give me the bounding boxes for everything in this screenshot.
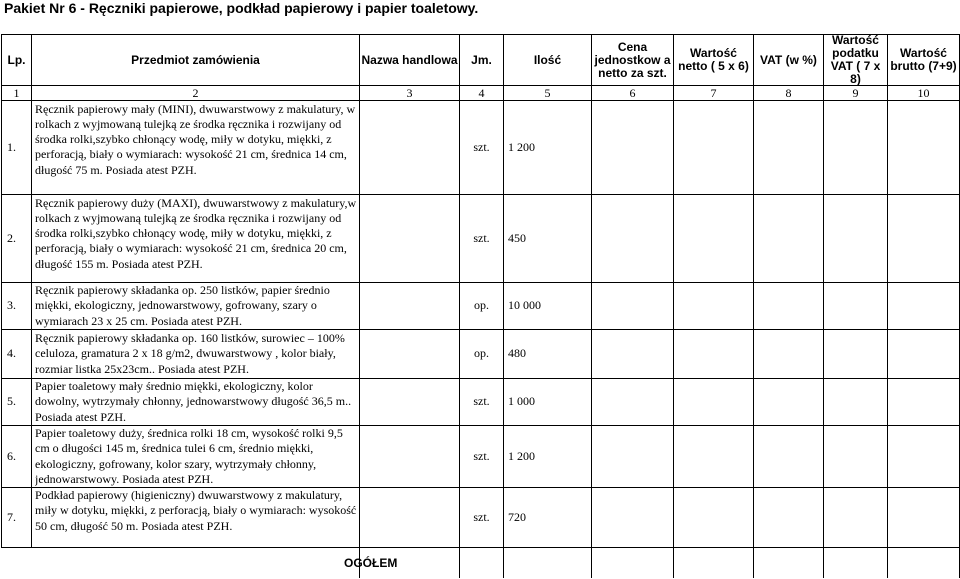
row-vat-value-cell[interactable] bbox=[824, 101, 888, 195]
row-vat-cell[interactable] bbox=[754, 379, 824, 426]
row-vat-cell[interactable] bbox=[754, 195, 824, 283]
row-trade-name-cell[interactable] bbox=[360, 283, 460, 330]
row-vat-cell[interactable] bbox=[754, 101, 824, 195]
total-row bbox=[2, 548, 960, 579]
table-row bbox=[2, 330, 960, 379]
total-net-value-cell[interactable] bbox=[674, 548, 754, 579]
column-number-row bbox=[2, 86, 960, 101]
row-vat-value-cell[interactable] bbox=[824, 283, 888, 330]
row-gross-value-cell[interactable] bbox=[888, 101, 960, 195]
row-description: Podkład papierowy (higieniczny) dwuwarstwowy z makulatury, miły w dotyku, miękki, z perforacją, biały o wymiarach: wysokość 50 cm, długość 50 m. Posiada atest PZH. bbox=[32, 488, 360, 548]
row-unit: szt. bbox=[460, 488, 504, 548]
row-gross-value-cell[interactable] bbox=[888, 488, 960, 548]
row-gross-value-cell[interactable] bbox=[888, 379, 960, 426]
row-trade-name-cell[interactable] bbox=[360, 330, 460, 379]
row-vat-cell[interactable] bbox=[754, 330, 824, 379]
column-number: 4 bbox=[460, 86, 504, 101]
row-vat-cell[interactable] bbox=[754, 283, 824, 330]
row-unit: szt. bbox=[460, 195, 504, 283]
column-number: 6 bbox=[592, 86, 674, 101]
row-vat-cell[interactable] bbox=[754, 426, 824, 488]
row-vat-cell[interactable] bbox=[754, 488, 824, 548]
row-unit: szt. bbox=[460, 379, 504, 426]
row-qty: 720 bbox=[504, 488, 592, 548]
header-net-value: Wartość netto ( 5 x 6) bbox=[674, 35, 754, 86]
header-gross-value: Wartość brutto (7+9) bbox=[888, 35, 960, 86]
row-gross-value-cell[interactable] bbox=[888, 426, 960, 488]
total-vat-cell[interactable] bbox=[754, 548, 824, 579]
header-unit: Jm. bbox=[460, 35, 504, 86]
row-description: Papier toaletowy mały średnio miękki, ekologiczny, kolor dowolny, wytrzymały chłonny, jednowarstwowy długość 36,5 m.. Posiada atest PZH. bbox=[32, 379, 360, 426]
row-unit: op. bbox=[460, 330, 504, 379]
table-row bbox=[2, 379, 960, 426]
header-vat-value: Wartość podatku VAT ( 7 x 8) bbox=[824, 35, 888, 86]
row-net-value-cell[interactable] bbox=[674, 426, 754, 488]
row-net-value-cell[interactable] bbox=[674, 379, 754, 426]
row-qty: 450 bbox=[504, 195, 592, 283]
row-gross-value-cell[interactable] bbox=[888, 330, 960, 379]
header-vat: VAT (w %) bbox=[754, 35, 824, 86]
row-net-value-cell[interactable] bbox=[674, 101, 754, 195]
row-vat-value-cell[interactable] bbox=[824, 426, 888, 488]
row-qty: 1 200 bbox=[504, 101, 592, 195]
row-unit-price-cell[interactable] bbox=[592, 488, 674, 548]
header-qty: Ilość bbox=[504, 35, 592, 86]
table-row bbox=[2, 426, 960, 488]
column-number: 5 bbox=[504, 86, 592, 101]
total-label-cell bbox=[344, 548, 460, 579]
total-vat-value-cell[interactable] bbox=[824, 548, 888, 579]
column-number: 1 bbox=[2, 86, 32, 101]
row-trade-name-cell[interactable] bbox=[360, 195, 460, 283]
header-lp: Lp. bbox=[2, 35, 32, 86]
total-label: OGÓŁEM bbox=[344, 556, 398, 570]
column-number: 10 bbox=[888, 86, 960, 101]
row-unit-price-cell[interactable] bbox=[592, 101, 674, 195]
row-qty: 1 000 bbox=[504, 379, 592, 426]
row-trade-name-cell[interactable] bbox=[360, 101, 460, 195]
row-lp: 6. bbox=[2, 426, 32, 488]
row-unit-price-cell[interactable] bbox=[592, 195, 674, 283]
row-unit: op. bbox=[460, 283, 504, 330]
table-row bbox=[2, 195, 960, 283]
row-vat-value-cell[interactable] bbox=[824, 379, 888, 426]
row-description: Ręcznik papierowy składanka op. 160 listków, surowiec – 100% celuloza, gramatura 2 x 18 g/m2, dwuwarstwowy , kolor biały, rozmiar listka 25x23cm.. Posiada atest PZH. bbox=[32, 330, 360, 379]
header-row bbox=[2, 35, 960, 86]
row-lp: 4. bbox=[2, 330, 32, 379]
row-lp: 3. bbox=[2, 283, 32, 330]
row-net-value-cell[interactable] bbox=[674, 283, 754, 330]
total-gross-value-cell[interactable] bbox=[888, 548, 960, 579]
row-qty: 1 200 bbox=[504, 426, 592, 488]
row-unit: szt. bbox=[460, 101, 504, 195]
row-qty: 10 000 bbox=[504, 283, 592, 330]
row-unit-price-cell[interactable] bbox=[592, 283, 674, 330]
header-trade-name: Nazwa handlowa bbox=[360, 35, 460, 86]
table-row bbox=[2, 283, 960, 330]
column-number: 7 bbox=[674, 86, 754, 101]
row-description: Papier toaletowy duży, średnica rolki 18 cm, wysokość rolki 9,5 cm o długości 145 m, średnica tulei 6 cm, średnio miękki, ekologiczny, gofrowany, kolor szary, wytrzymały chłonny, jednowarstwowy. Posiada atest PZH. bbox=[32, 426, 360, 488]
total-qty-cell bbox=[504, 548, 592, 579]
row-trade-name-cell[interactable] bbox=[360, 426, 460, 488]
column-number: 9 bbox=[824, 86, 888, 101]
row-lp: 7. bbox=[2, 488, 32, 548]
row-unit: szt. bbox=[460, 426, 504, 488]
table-row bbox=[2, 101, 960, 195]
header-unit-price: Cena jednostkow a netto za szt. bbox=[592, 35, 674, 86]
header-subject: Przedmiot zamówienia bbox=[32, 35, 360, 86]
row-lp: 1. bbox=[2, 101, 32, 195]
row-lp: 2. bbox=[2, 195, 32, 283]
row-vat-value-cell[interactable] bbox=[824, 330, 888, 379]
row-description: Ręcznik papierowy mały (MINI), dwuwarstwowy z makulatury, w rolkach z wyjmowaną tulejką ze środka ręcznika i rozwijany od środka rolki,szybko chłonący wodę, miły w dotyku, miękki, z perforacją, biały o wymiarach: wysokość 21 cm, średnica 14 cm, długość 75 m. Posiada atest PZH. bbox=[32, 101, 360, 195]
page-title: Pakiet Nr 6 - Ręczniki papierowe, podkład papierowy i papier toaletowy. bbox=[4, 0, 479, 16]
row-vat-value-cell[interactable] bbox=[824, 488, 888, 548]
order-table bbox=[1, 34, 960, 578]
column-number: 8 bbox=[754, 86, 824, 101]
total-unit-cell bbox=[460, 548, 504, 579]
column-number: 2 bbox=[32, 86, 360, 101]
row-gross-value-cell[interactable] bbox=[888, 283, 960, 330]
row-description: Ręcznik papierowy duży (MAXI), dwuwarstwowy z makulatury,w rolkach z wyjmowaną tulejką ze środka ręcznika i rozwijany od środka rolki,szybko chłonący wodę, miły w dotyku, miękki, z perforacją, biały o wymiarach: wysokość 21 cm, średnica 20 cm, długość 155 m. Posiada atest PZH. bbox=[32, 195, 360, 283]
row-unit-price-cell[interactable] bbox=[592, 330, 674, 379]
row-net-value-cell[interactable] bbox=[674, 330, 754, 379]
column-number: 3 bbox=[360, 86, 460, 101]
row-qty: 480 bbox=[504, 330, 592, 379]
row-trade-name-cell[interactable] bbox=[360, 379, 460, 426]
row-description: Ręcznik papierowy składanka op. 250 listków, papier średnio miękki, ekologiczny, jednowarstwowy, gofrowany, szary o wymiarach 23 x 25 cm. Posiada atest PZH. bbox=[32, 283, 360, 330]
row-net-value-cell[interactable] bbox=[674, 488, 754, 548]
row-gross-value-cell[interactable] bbox=[888, 195, 960, 283]
row-unit-price-cell[interactable] bbox=[592, 379, 674, 426]
row-trade-name-cell[interactable] bbox=[360, 488, 460, 548]
table-row bbox=[2, 488, 960, 548]
row-vat-value-cell[interactable] bbox=[824, 195, 888, 283]
row-net-value-cell[interactable] bbox=[674, 195, 754, 283]
total-unit-price-cell bbox=[592, 548, 674, 579]
row-unit-price-cell[interactable] bbox=[592, 426, 674, 488]
row-lp: 5. bbox=[2, 379, 32, 426]
